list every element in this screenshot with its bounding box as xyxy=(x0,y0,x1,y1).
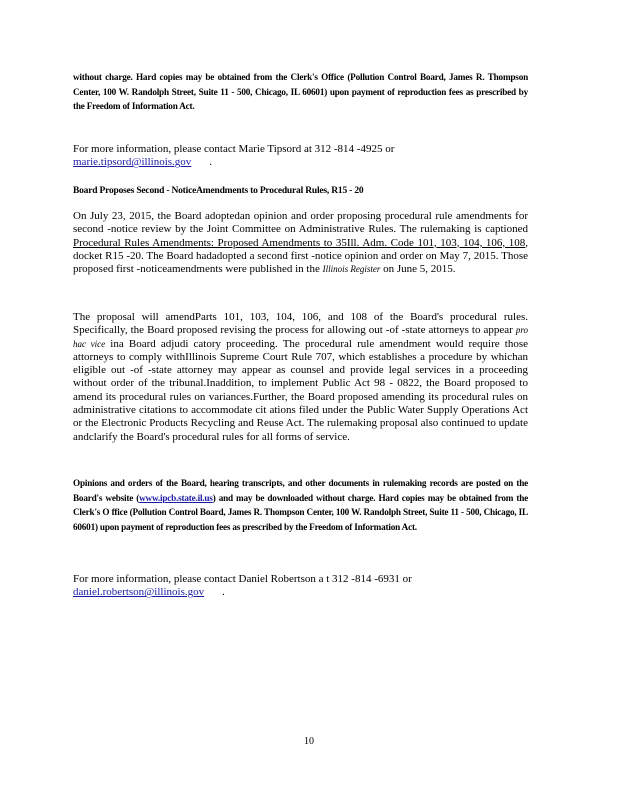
contact-text: For more information, please contact Daniel Robertson a t 312 -814 -6931 or xyxy=(73,573,412,585)
illinois-register-title: Illinois Register xyxy=(322,264,381,275)
paragraph-proposal: The proposal will amendParts 101, 103, 104, 106, and 108 of the Board's procedural rules. Specifically, the Board proposed revising the process for allowing out -of -state attorneys to appear pro hac vice ina Board adjudi catory proceeding. The procedural rule amendment would require those attorneys to comply withIllinois Supreme Court Rule 707, which establishes a procedure by whichan eligible out -of -state attorney may appear as counsel and provide legal services in a proceeding without order of the tribunal.Inaddition, to implement Public Act 98 - 0822, the Board proposed to amend its procedural rules on variances.Further, the Board proposed amending its procedural rules on administrative citations to accommodate cit ations filed under the Public Water Supply Operations Act or the Electronic Products Recycling and Reuse Act. The rulemaking proposal also continued to update andclarify the Board's procedural rules for all forms of service. xyxy=(73,311,528,443)
contact-paragraph-robertson: For more information, please contact Daniel Robertson a t 312 -814 -6931 or daniel.robertson@illinois.gov . xyxy=(73,573,412,599)
email-link-tipsord[interactable]: marie.tipsord@illinois.gov xyxy=(73,156,192,169)
opinions-notice-paragraph: Opinions and orders of the Board, hearing transcripts, and other documents in rulemaking records are posted on the Board's website (www.ipcb.state.il.us) and may be downloaded without charge. Hard copies may be obtained from the Clerk's O ffice (Pollution Control Board, James R. Thompson Center, 100 W. Randolph Street, Suite 11 - 500, Chicago, IL 60601) upon payment of reproduction fees as prescribed by the Freedom of Information Act. xyxy=(73,478,528,532)
contact-paragraph-tipsord: For more information, please contact Marie Tipsord at 312 -814 -4925 or marie.tipsord@illinois.gov . xyxy=(73,143,395,169)
section-heading xyxy=(73,186,528,196)
email-link-robertson[interactable]: daniel.robertson@illinois.gov xyxy=(73,586,205,599)
contact-text: For more information, please contact Marie Tipsord at 312 -814 -4925 or xyxy=(73,143,395,155)
copies-notice-paragraph xyxy=(73,70,528,114)
pro-hac-vice-term: pro hac vice xyxy=(73,325,528,349)
website-link[interactable]: www.ipcb.state.il.us xyxy=(139,492,213,503)
copies-notice-text: without charge. Hard copies may be obtained from the Clerk's Office (Pollution Control Board, James R. Thompson Center, 100 W. Randolph Street, Suite 11 - 500, Chicago, IL 60601) upon payment of reproduction fees as prescribed by the Freedom of Information Act. xyxy=(73,72,528,111)
rulemaking-caption: Procedural Rules Amendments: Proposed Amendments to 35Ill. Adm. Code 101, 103, 104, 106, 108 xyxy=(73,236,526,249)
section-heading-text: Board Proposes Second - NoticeAmendments to Procedural Rules, R15 - 20 xyxy=(73,186,364,196)
paragraph-adoption: On July 23, 2015, the Board adoptedan opinion and order proposing procedural rule amendments for second -notice review by the Joint Committee on Administrative Rules. The rulemaking is captioned Procedural Rules Amendments: Proposed Amendments to 35Ill. Adm. Code 101, 103, 104, 106, 108, docket R15 -20. The Board hadadopted a second first -notice opinion and order on May 7, 2015. Those proposed first -noticeamendments were published in the Illinois Register on June 5, 2015. xyxy=(73,210,528,276)
page-number: 10 xyxy=(304,736,314,747)
